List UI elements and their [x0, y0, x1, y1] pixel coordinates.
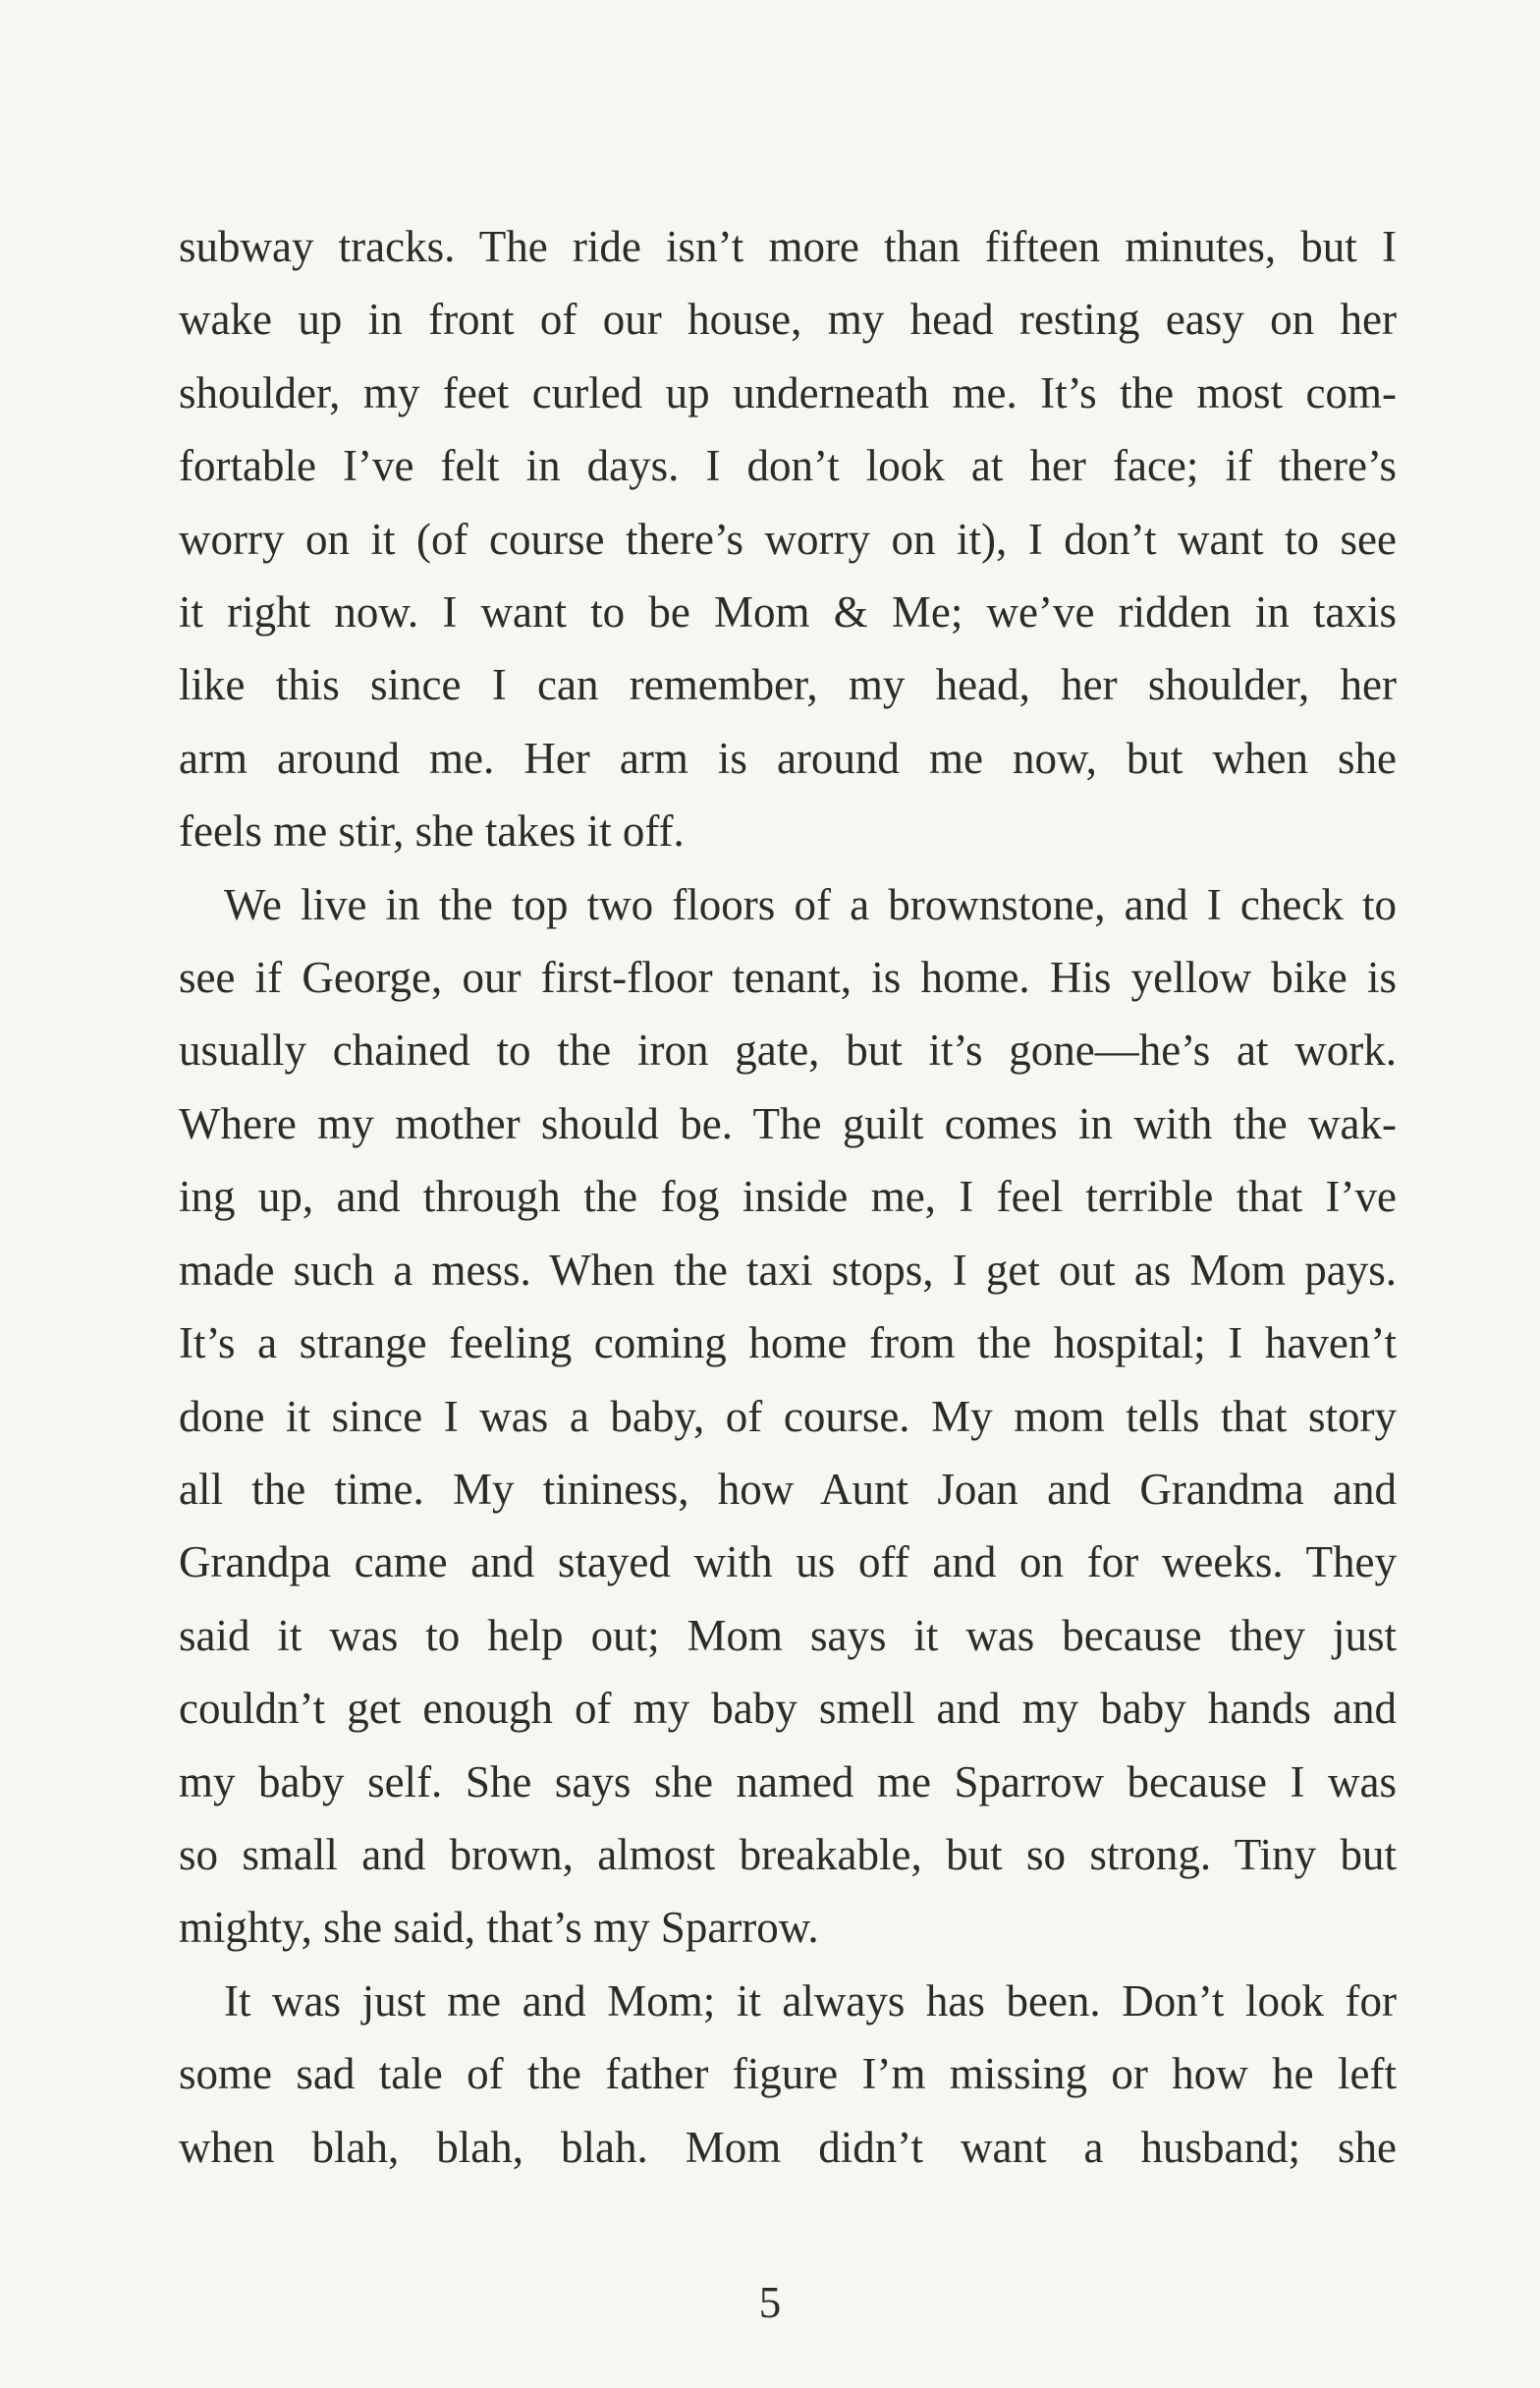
text-line: feels me stir, she takes it off. — [179, 806, 685, 857]
text-line: wake up in front of our house, my head resting easy on her — [179, 295, 1397, 345]
text-line: usually chained to the iron gate, but it’s gone—he’s at work. — [179, 1026, 1397, 1076]
body-text — [179, 210, 1397, 2184]
text-line: like this since I can remember, my head, her shoulder, her — [179, 660, 1397, 710]
text-line: mighty, she said, that’s my Sparrow. — [179, 1903, 819, 1953]
page-number: 5 — [758, 2278, 782, 2327]
text-line: shoulder, my feet curled up underneath me. It’s the most com- — [179, 367, 1397, 417]
text-line: We live in the top two floors of a brownstone, and I check to — [224, 879, 1397, 929]
paragraph-1 — [179, 210, 1397, 868]
text-line: see if George, our first-floor tenant, is home. His yellow bike is — [179, 953, 1397, 1003]
text-line: it right now. I want to be Mom & Me; we’ve ridden in taxis — [179, 587, 1397, 638]
text-line: said it was to help out; Mom says it was because they just — [179, 1610, 1397, 1660]
text-line: ing up, and through the fog inside me, I feel terrible that I’ve — [179, 1172, 1397, 1222]
text-line: my baby self. She says she named me Sparrow because I was — [179, 1756, 1397, 1806]
text-line: when blah, blah, blah. Mom didn’t want a husband; she — [179, 2122, 1397, 2172]
text-line: all the time. My tininess, how Aunt Joan and Grandma and — [179, 1464, 1397, 1514]
text-line: worry on it (of course there’s worry on it), I don’t want to see — [179, 514, 1397, 564]
text-line: It’s a strange feeling coming home from the hospital; I haven’t — [179, 1318, 1397, 1368]
text-line: Grandpa came and stayed with us off and on for weeks. They — [179, 1537, 1397, 1587]
text-line: fortable I’ve felt in days. I don’t look at her face; if there’s — [179, 441, 1397, 491]
paragraph-3 — [179, 1965, 1397, 2184]
text-line: done it since I was a baby, of course. My mom tells that story — [179, 1391, 1397, 1441]
text-line: couldn’t get enough of my baby smell and my baby hands and — [179, 1684, 1397, 1734]
text-line: Where my mother should be. The guilt comes in with the wak- — [179, 1098, 1397, 1148]
paragraph-2 — [179, 868, 1397, 1965]
text-line: It was just me and Mom; it always has been. Don’t look for — [224, 1975, 1397, 2026]
text-line: some sad tale of the father figure I’m missing or how he left — [179, 2049, 1397, 2099]
text-line: subway tracks. The ride isn’t more than fifteen minutes, but I — [179, 222, 1397, 271]
text-line: so small and brown, almost breakable, but so strong. Tiny but — [179, 1829, 1397, 1879]
text-line: arm around me. Her arm is around me now, but when she — [179, 733, 1397, 783]
text-line: made such a mess. When the taxi stops, I get out as Mom pays. — [179, 1245, 1397, 1295]
